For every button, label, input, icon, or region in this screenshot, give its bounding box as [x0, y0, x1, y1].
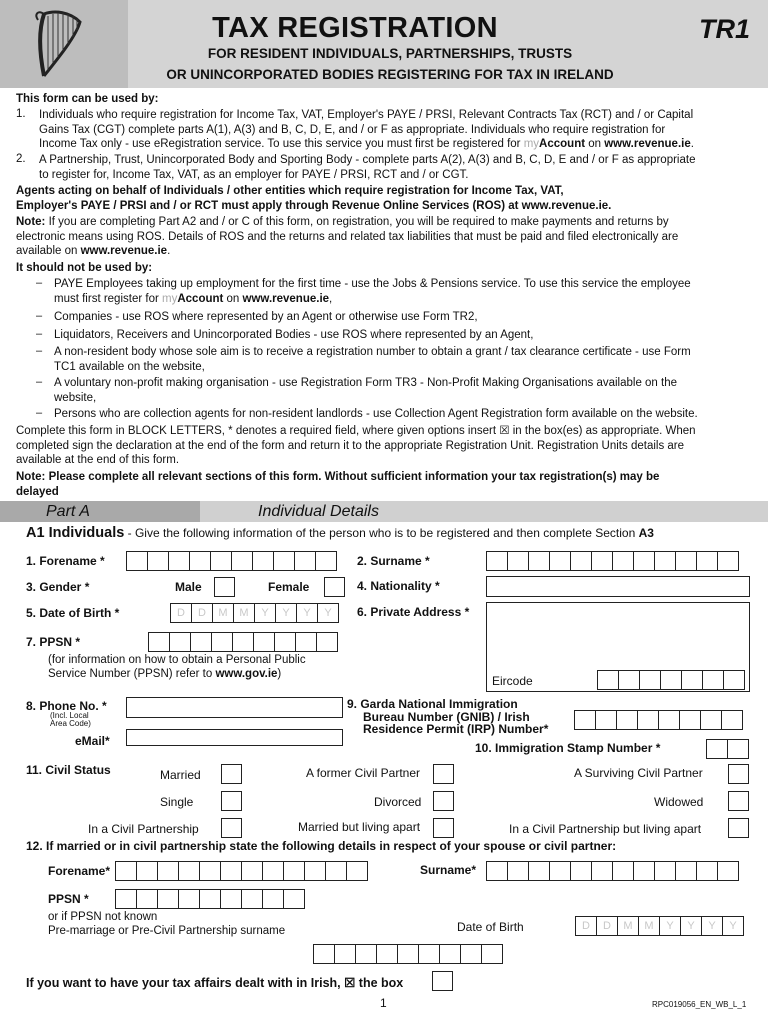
surname-input[interactable]	[486, 551, 738, 571]
form-subtitle-1: FOR RESIDENT INDIVIDUALS, PARTNERSHIPS, TRUSTS	[207, 46, 573, 61]
item2-line2: to register for, Income Tax, VAT, as an employer for PAYE / PRSI, RCT and / or CGT.	[39, 168, 469, 181]
exclusion-1: PAYE Employees taking up employment for the first time - use the Jobs & Pensions service. To use this service the employee must first register for myAccount on www.revenue.ie,	[54, 278, 691, 305]
civil-apart-checkbox[interactable]	[728, 818, 749, 838]
ppsn-help-1: (for information on how to obtain a Personal Public	[48, 654, 306, 666]
irish-language-label: If you want to have your tax affairs dealt with in Irish, ☒ the box	[26, 976, 404, 990]
sufficient-info-note: Note: Please complete all relevant sections of this form. Without sufficient information your tax registration(s) may be delayed	[16, 471, 660, 498]
spouse-forename-input[interactable]	[115, 861, 367, 881]
revenue-link[interactable]: www.revenue.ie	[604, 138, 691, 150]
divorced-checkbox[interactable]	[433, 791, 454, 811]
ros-note: Note: If you are completing Part A2 and / or C of this form, on registration, you will be required to make payments and returns by electronic means using ROS. Details of ROS and the returns and related tax liabilities that must be paid and filed electronically are available on www.revenue.ie.	[16, 216, 679, 257]
phone-input[interactable]	[126, 697, 343, 718]
single-checkbox[interactable]	[221, 791, 242, 811]
gender-label: 3. Gender *	[26, 580, 90, 594]
gnib-label-2: Bureau Number (GNIB) / Irish	[363, 710, 530, 724]
item2-text	[39, 153, 739, 182]
married-label: Married	[160, 768, 201, 782]
surviving-partner-checkbox[interactable]	[728, 764, 749, 784]
item1-line1: Individuals who require registration for Income Tax, VAT, Employer's PAYE / PRSI, Relevant Contracts Tax (RCT) and / or Capital	[39, 109, 694, 121]
spouse-surname-label: Surname*	[420, 863, 477, 877]
myaccount-text: myAccount	[162, 292, 224, 305]
dash-bullet: –	[36, 376, 43, 388]
gnib-label-3: Residence Permit (IRP) Number*	[363, 722, 549, 736]
ppsn-help-2: Service Number (PPSN) refer to www.gov.ie)	[48, 668, 282, 680]
widowed-label: Widowed	[654, 795, 704, 809]
form-header	[0, 0, 768, 88]
revenue-link[interactable]: www.revenue.ie	[80, 245, 168, 257]
private-address-label: 6. Private Address *	[357, 605, 470, 619]
civil-partnership-label: In a Civil Partnership	[88, 822, 199, 836]
email-label: eMail*	[75, 734, 110, 748]
block-letters-instructions: Complete this form in BLOCK LETTERS, * denotes a required field, where given options insert ☒ in the box(es) as appropriate. When completed sign the declaration at the end of the form and return it to the appropriate Registration Unit. Registration Units details are available at the end of this form.	[16, 425, 696, 466]
part-a-title: Individual Details	[258, 503, 379, 520]
ppsn-input[interactable]	[148, 632, 337, 652]
part-a-bar	[0, 501, 768, 522]
form-code: TR1	[698, 14, 750, 44]
premarriage-surname-input[interactable]	[313, 944, 502, 964]
spouse-forename-label: Forename*	[48, 864, 111, 878]
female-label: Female	[268, 580, 310, 594]
ppsn-label: 7. PPSN *	[26, 635, 81, 649]
divorced-label: Divorced	[374, 795, 422, 809]
gnib-input[interactable]	[574, 710, 742, 730]
dash-bullet: –	[36, 310, 43, 322]
dob-input[interactable]: D D M M Y Y Y Y	[170, 603, 338, 623]
harp-logo-icon	[30, 6, 90, 82]
phone-note-1: (Incl. Local	[50, 711, 89, 720]
widowed-checkbox[interactable]	[728, 791, 749, 811]
logo-panel	[0, 0, 128, 88]
dash-bullet: –	[36, 345, 43, 357]
stamp-label: 10. Immigration Stamp Number *	[475, 741, 661, 755]
married-apart-label: Married but living apart	[298, 820, 421, 834]
nationality-input[interactable]	[486, 576, 750, 597]
used-by-heading: This form can be used by:	[16, 93, 159, 105]
phone-note-2: Area Code)	[50, 719, 91, 728]
form-reference: RPC019056_EN_WB_L_1	[652, 1000, 747, 1009]
gnib-label-1: 9. Garda National Immigration	[347, 697, 518, 711]
exclusion-5: A voluntary non-profit making organisation - use Registration Form TR3 - Non-Profit Making Organisations available on the website,	[54, 377, 678, 404]
item-number: 2.	[16, 153, 26, 165]
married-apart-checkbox[interactable]	[433, 818, 454, 838]
dash-bullet: –	[36, 277, 43, 289]
single-label: Single	[160, 795, 194, 809]
exclusion-6: Persons who are collection agents for non-resident landlords - use Collection Agent Registration form available on the website.	[54, 408, 698, 420]
spouse-ppsn-input[interactable]	[115, 889, 304, 909]
myaccount-text: myAccount	[523, 138, 586, 150]
forename-label: 1. Forename *	[26, 554, 105, 568]
form-title: TAX REGISTRATION	[212, 12, 498, 44]
eircode-label: Eircode	[492, 674, 533, 688]
item1-line2: Gains Tax (CGT) complete parts A(1), A(3) and B, C, D, E, and / or F as appropriate. Individuals who require registration for	[39, 123, 666, 136]
spouse-ppsn-label: PPSN *	[48, 892, 89, 906]
civil-partnership-checkbox[interactable]	[221, 818, 242, 838]
revenue-link[interactable]: www.revenue.ie	[242, 292, 330, 305]
form-subtitle-2: OR UNINCORPORATED BODIES REGISTERING FOR TAX IN IRELAND	[166, 67, 614, 82]
a1-heading: A1 Individuals - Give the following information of the person who is to be registered and then complete Section A3	[26, 525, 654, 541]
page-number: 1	[380, 996, 387, 1010]
civil-apart-label: In a Civil Partnership but living apart	[509, 822, 702, 836]
forename-input[interactable]	[126, 551, 336, 571]
agents-notice: Agents acting on behalf of Individuals / other entities which require registration for Income Tax, VAT, Employer's PAYE / PRSI and / or RCT must apply through Revenue Online Services (ROS) at www.revenue.ie.	[16, 185, 612, 212]
exclusion-4: A non-resident body whose sole aim is to receive a registration number to obtain a grant / tax clearance certificate - use Form TC1 available on the website,	[54, 346, 691, 373]
exclusion-2: Companies - use ROS where represented by an Agent or otherwise use Form TR2,	[54, 311, 478, 323]
surviving-partner-label: A Surviving Civil Partner	[574, 766, 703, 780]
not-used-heading: It should not be used by:	[16, 262, 153, 274]
spouse-question: 12. If married or in civil partnership state the following details in respect of your spouse or civil partner:	[26, 839, 617, 853]
ppsn-not-known-label: or if PPSN not known	[48, 911, 158, 923]
eircode-input[interactable]	[597, 670, 744, 690]
premarriage-surname-label: Pre-marriage or Pre-Civil Partnership surname	[48, 925, 286, 937]
irish-language-checkbox[interactable]	[432, 971, 453, 991]
stamp-input[interactable]	[706, 739, 748, 759]
item-number: 1.	[16, 108, 26, 120]
spouse-dob-input[interactable]: D D M M Y Y Y Y	[575, 916, 743, 936]
male-label: Male	[175, 580, 202, 594]
part-a-label: Part A	[0, 501, 200, 522]
former-partner-checkbox[interactable]	[433, 764, 454, 784]
nationality-label: 4. Nationality *	[357, 579, 440, 593]
female-checkbox[interactable]	[324, 577, 345, 597]
dash-bullet: –	[36, 407, 43, 419]
spouse-dob-label: Date of Birth	[457, 920, 524, 934]
exclusion-3: Liquidators, Receivers and Unincorporated Bodies - use ROS where represented by an Agent,	[54, 329, 534, 341]
surname-label: 2. Surname *	[357, 554, 430, 568]
gov-link[interactable]: www.gov.ie	[215, 668, 278, 680]
item1-line3: Income Tax only - use eRegistration service. To use this service you must first be registered for myAccount on www.revenue.ie.	[39, 138, 694, 150]
spouse-surname-input[interactable]	[486, 861, 738, 881]
male-checkbox[interactable]	[214, 577, 235, 597]
item2-line1: A Partnership, Trust, Unincorporated Body and Sporting Body - complete parts A(2), A(3) and B, C, D, E and / or F as appropriate	[39, 154, 696, 166]
civil-status-label: 11. Civil Status	[26, 763, 111, 777]
dob-label: 5. Date of Birth *	[26, 606, 120, 620]
item1-text	[39, 108, 739, 152]
phone-label: 8. Phone No. *	[26, 699, 107, 713]
married-checkbox[interactable]	[221, 764, 242, 784]
dash-bullet: –	[36, 328, 43, 340]
email-input[interactable]	[126, 729, 343, 746]
former-partner-label: A former Civil Partner	[306, 766, 421, 780]
